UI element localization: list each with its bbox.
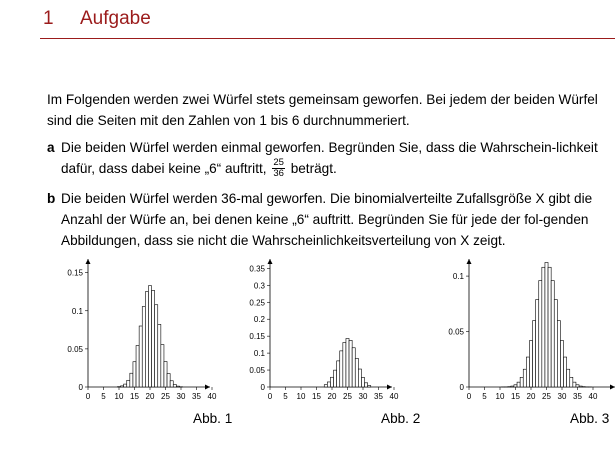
bar xyxy=(539,281,542,387)
bar xyxy=(570,377,573,387)
task-a xyxy=(47,137,612,180)
bar xyxy=(573,382,576,387)
task-b-body: Die beiden Würfel werden 36-mal geworfen. Die binomialverteilte Zufallsgröße X gibt die Anzahl der Würfe an, bei denen keine „6“ auftritt. Begründen Sie für jede der fol-genden Abbildungen, dass sie nicht die Wahrscheinlichkeitsverteilung von X zeigt. xyxy=(61,191,593,248)
bar xyxy=(579,386,582,387)
y-tick-label: 0.25 xyxy=(249,298,265,308)
chart-abb-3 xyxy=(429,255,615,405)
bar xyxy=(124,384,127,387)
bar xyxy=(148,286,151,387)
bar xyxy=(167,374,170,387)
x-tick-label: 5 xyxy=(101,392,106,401)
intro-paragraph: Im Folgenden werden zwei Würfel stets gemeinsam geworfen. Bei jedem der beiden Würfel sind die Seiten mit den Zahlen von 1 bis 6 durchnummeriert. xyxy=(47,92,598,128)
bar xyxy=(158,324,161,387)
x-tick-label: 25 xyxy=(161,392,170,401)
x-tick-label: 35 xyxy=(374,392,383,401)
x-tick-label: 0 xyxy=(267,392,273,401)
bar xyxy=(542,267,545,387)
task-a-text: Die beiden Würfel werden einmal geworfen. Begründen Sie, dass die Wahrschein-lichkeit dafür, dass dabei keine „6“ auftritt, xyxy=(61,140,598,176)
y-tick-label: 0.05 xyxy=(67,344,83,354)
x-tick-label: 15 xyxy=(130,392,139,401)
header-rule xyxy=(40,38,615,39)
bar xyxy=(340,351,343,387)
x-tick-label: 15 xyxy=(312,392,321,401)
y-tick-label: 0.05 xyxy=(448,327,464,337)
bar xyxy=(324,385,327,387)
caption-abb-2: Abb. 2 xyxy=(381,411,421,426)
y-tick-label: 0.15 xyxy=(67,268,83,278)
chart-abb-2 xyxy=(230,255,405,405)
bar xyxy=(526,357,529,387)
x-tick-label: 10 xyxy=(495,392,505,401)
bar xyxy=(529,341,532,387)
bar xyxy=(173,384,176,387)
y-axis-arrow xyxy=(86,259,91,264)
x-tick-label: 20 xyxy=(327,392,337,401)
bar xyxy=(365,383,368,387)
x-tick-label: 40 xyxy=(389,392,399,401)
bar xyxy=(567,369,570,387)
y-tick-label: 0 xyxy=(78,383,83,392)
bar xyxy=(545,262,548,387)
section-title: Aufgabe xyxy=(80,8,151,29)
bar xyxy=(130,373,133,387)
y-tick-label: 0 xyxy=(260,383,265,392)
bar xyxy=(127,380,130,387)
bar xyxy=(517,382,520,387)
bar xyxy=(152,290,155,387)
bar xyxy=(337,361,340,387)
x-tick-label: 30 xyxy=(358,392,368,401)
y-axis-arrow xyxy=(268,259,273,264)
bar xyxy=(176,386,179,387)
x-tick-label: 40 xyxy=(588,392,598,401)
bar xyxy=(155,305,158,387)
bar xyxy=(349,340,352,387)
x-tick-label: 30 xyxy=(176,392,186,401)
caption-abb-1: Abb. 1 xyxy=(193,411,233,426)
x-tick-label: 0 xyxy=(85,392,91,401)
bar xyxy=(576,385,579,387)
fraction-denominator: 36 xyxy=(273,167,284,179)
bar xyxy=(352,348,355,387)
bar xyxy=(136,346,139,387)
bar xyxy=(121,386,124,387)
bar xyxy=(346,339,349,387)
x-tick-label: 25 xyxy=(343,392,352,401)
y-axis-arrow xyxy=(467,259,472,264)
bar xyxy=(520,377,523,387)
section-header xyxy=(0,0,615,40)
y-tick-label: 0 xyxy=(459,383,464,392)
bar xyxy=(560,341,563,387)
y-tick-label: 0.05 xyxy=(249,366,265,376)
bar xyxy=(334,370,337,387)
task-a-letter: a xyxy=(47,140,55,155)
bar xyxy=(145,292,148,387)
x-tick-label: 5 xyxy=(283,392,288,401)
bar xyxy=(343,343,346,387)
bar xyxy=(533,321,536,387)
fraction xyxy=(272,158,285,179)
bar xyxy=(142,307,145,387)
y-tick-label: 0.1 xyxy=(71,306,83,316)
y-tick-label: 0.2 xyxy=(253,315,265,325)
bar xyxy=(511,386,514,387)
x-tick-label: 20 xyxy=(145,392,155,401)
bar xyxy=(536,300,539,387)
y-tick-label: 0.35 xyxy=(249,264,265,274)
bar xyxy=(139,326,142,387)
x-axis-arrow xyxy=(205,385,210,390)
bar xyxy=(133,362,136,387)
bar xyxy=(330,377,333,387)
y-tick-label: 0.15 xyxy=(249,332,265,342)
x-tick-label: 20 xyxy=(526,392,536,401)
fraction-numerator: 25 xyxy=(273,156,284,168)
bar xyxy=(554,300,557,387)
y-tick-label: 0.3 xyxy=(253,281,265,291)
bar xyxy=(164,362,167,387)
x-tick-label: 35 xyxy=(192,392,201,401)
bar xyxy=(514,385,517,387)
task-b xyxy=(47,188,612,251)
x-tick-label: 30 xyxy=(557,392,567,401)
bar xyxy=(548,267,551,387)
task-b-letter: b xyxy=(47,191,56,206)
task-a-text-end: beträgt. xyxy=(290,161,337,176)
bar xyxy=(327,382,330,387)
bar xyxy=(361,377,364,387)
bar xyxy=(557,321,560,387)
x-tick-label: 5 xyxy=(482,392,487,401)
bar xyxy=(355,358,358,387)
x-axis-arrow xyxy=(387,385,392,390)
x-tick-label: 35 xyxy=(573,392,582,401)
bar xyxy=(551,281,554,387)
bar xyxy=(358,369,361,387)
bar xyxy=(170,381,173,387)
x-axis-arrow xyxy=(610,385,615,390)
x-tick-label: 25 xyxy=(542,392,551,401)
x-tick-label: 10 xyxy=(114,392,124,401)
bar xyxy=(564,357,567,387)
bar xyxy=(368,386,371,387)
x-tick-label: 0 xyxy=(466,392,472,401)
section-number: 1 xyxy=(43,8,54,29)
x-tick-label: 15 xyxy=(511,392,520,401)
chart-abb-1 xyxy=(48,255,223,405)
y-tick-label: 0.1 xyxy=(452,272,464,282)
x-tick-label: 40 xyxy=(207,392,217,401)
bar xyxy=(161,345,164,387)
bar xyxy=(523,369,526,387)
y-tick-label: 0.1 xyxy=(253,349,265,359)
task-a-body xyxy=(61,137,612,180)
caption-abb-3: Abb. 3 xyxy=(570,411,610,426)
x-tick-label: 10 xyxy=(296,392,306,401)
